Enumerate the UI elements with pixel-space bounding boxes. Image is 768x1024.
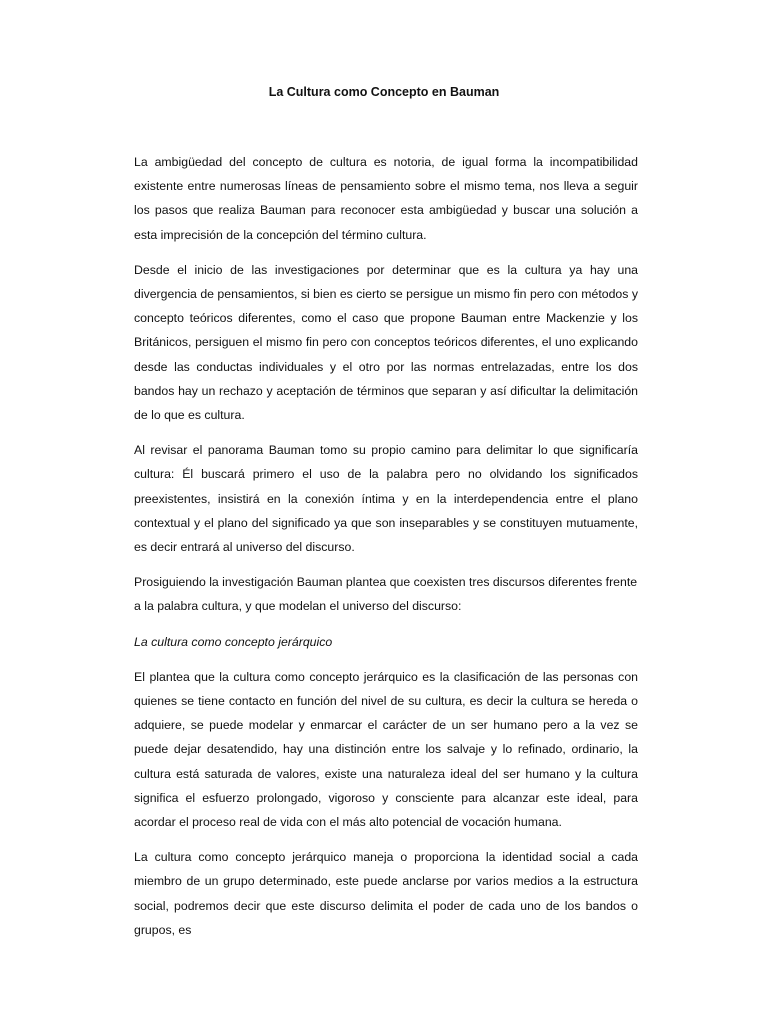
section-heading: La cultura como concepto jerárquico (134, 634, 333, 649)
paragraph-2: Desde el inicio de las investigaciones por determinar que es la cultura ya hay una divergencia de pensamientos, si bien es cierto se persigue un mismo fin pero con métodos y concepto teóricos diferentes, como el caso que propone Bauman entre Mackenzie y los Británicos, persiguen el mismo fin pero con conceptos teóricos diferentes, el uno explicando desde las conductas individuales y el otro por las normas entrelazadas, entre los dos bandos hay un rechazo y aceptación de términos que separan y así dificultar la delimitación de lo que es cultura. (134, 262, 638, 423)
section-paragraph-2: La cultura como concepto jerárquico maneja o proporciona la identidad social a cada miembro de un grupo determinado, este puede anclarse por varios medios a la estructura social, podremos decir que este discurso delimita el poder de cada uno de los bandos o grupos, es (134, 850, 638, 937)
section-paragraph-1: El plantea que la cultura como concepto jerárquico es la clasificación de las personas con quienes se tiene contacto en función del nivel de su cultura, es decir la cultura se hereda o adquiere, se puede modelar y enmarcar el carácter de un ser humano pero a la vez se puede dejar desatendido, hay una distinción entre los salvaje y lo refinado, ordinario, la cultura está saturada de valores, existe una naturaleza ideal del ser humano y la cultura significa el esfuerzo prolongado, vigoroso y consciente para alcanzar este ideal, para acordar el proceso real de vida con el más alto potencial de vocación humana. (134, 669, 638, 830)
paragraph-3: Al revisar el panorama Bauman tomo su propio camino para delimitar lo que significaría cultura: Él buscará primero el uso de la palabra pero no olvidando los significados preexistentes, insistirá en la conexión íntima y en la interdependencia entre el plano contextual y el plano del significado ya que son inseparables y se constituyen mutuamente, es decir entrará al universo del discurso. (134, 443, 638, 555)
paragraph-1: La ambigüedad del concepto de cultura es notoria, de igual forma la incompatibilidad existente entre numerosas líneas de pensamiento sobre el mismo tema, nos lleva a seguir los pasos que realiza Bauman para reconocer esta ambigüedad y buscar una solución a esta imprecisión de la concepción del término cultura. (134, 155, 638, 242)
document-title: La Cultura como Concepto en Bauman (268, 85, 500, 99)
paragraph-4: Prosiguiendo la investigación Bauman plantea que coexisten tres discursos diferentes frente a la palabra cultura, y que modelan el universo del discurso: (134, 575, 638, 614)
document-body (134, 150, 638, 953)
